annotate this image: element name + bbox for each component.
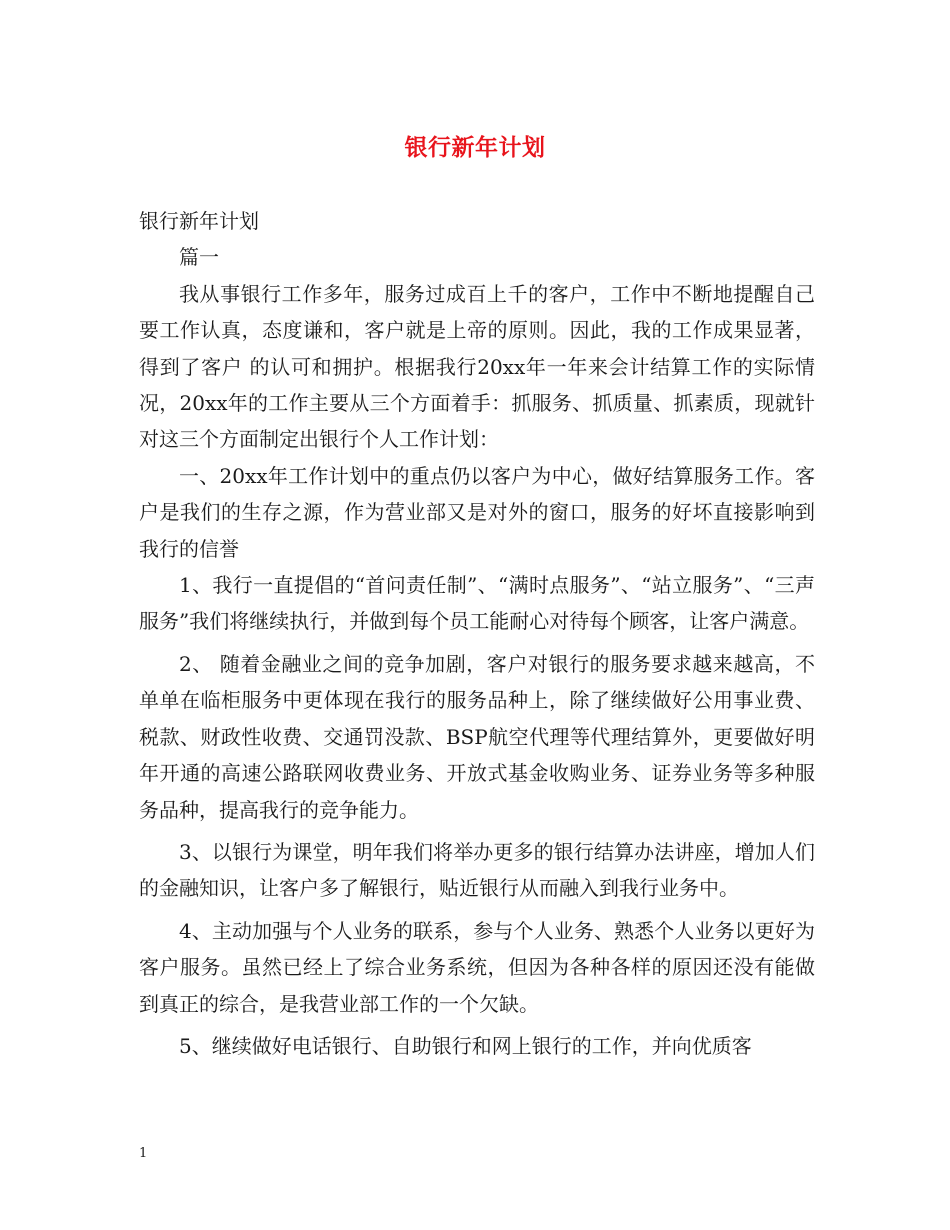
section-label: 篇一: [179, 245, 219, 270]
paragraph-item-4: 4、主动加强与个人业务的联系，参与个人业务、熟悉个人业务以更好为客户服务。虽然已经上了综合业务系统，但因为各种各样的原因还没有能做到真正的综合，是我营业部工作的一个欠缺。: [139, 918, 815, 1016]
paragraph-item-2: 2、 随着金融业之间的竞争加剧，客户对银行的服务要求越来越高，不单单在临柜服务中更体现在我行的服务品种上，除了继续做好公用事业费、税款、财政性收费、交通罚没款、BSP航空代理等代理结算外，更要做好明年开通的高速公路联网收费业务、开放式基金收购业务、证券业务等多种服务品种，提高我行的竞争能力。: [139, 651, 815, 822]
document-title: 银行新年计划: [404, 134, 546, 161]
paragraph-item-3: 3、以银行为课堂，明年我们将举办更多的银行结算办法讲座，增加人们的金融知识，让客户多了解银行，贴近银行从而融入到我行业务中。: [139, 839, 815, 901]
paragraph-item-1: 1、我行一直提倡的“首问责任制”、“满时点服务”、“站立服务”、“三声服务”我们将继续执行，并做到每个员工能耐心对待每个顾客，让客户满意。: [139, 573, 815, 634]
paragraph-item-5: 5、继续做好电话银行、自助银行和网上银行的工作，并向优质客: [179, 1033, 752, 1058]
paragraph-intro: 我从事银行工作多年，服务过成百上千的客户，工作中不断地提醒自己要工作认真，态度谦和，客户就是上帝的原则。因此，我的工作成果显著，得到了客户 的认可和拥护。根据我行20xx年一年来会计结算工作的实际情况，20xx年的工作主要从三个方面着手：抓服务、抓质量、抓素质，现就针对这三个方面制定出银行个人工作计划：: [139, 281, 815, 452]
page-number: 1: [139, 1146, 148, 1161]
paragraph-point-one: 一、20xx年工作计划中的重点仍以客户为中心，做好结算服务工作。客户是我们的生存之源，作为营业部又是对外的窗口，服务的好坏直接影响到我行的信誉: [139, 463, 815, 561]
body-heading: 银行新年计划: [139, 209, 259, 233]
document-body: [139, 203, 815, 1064]
